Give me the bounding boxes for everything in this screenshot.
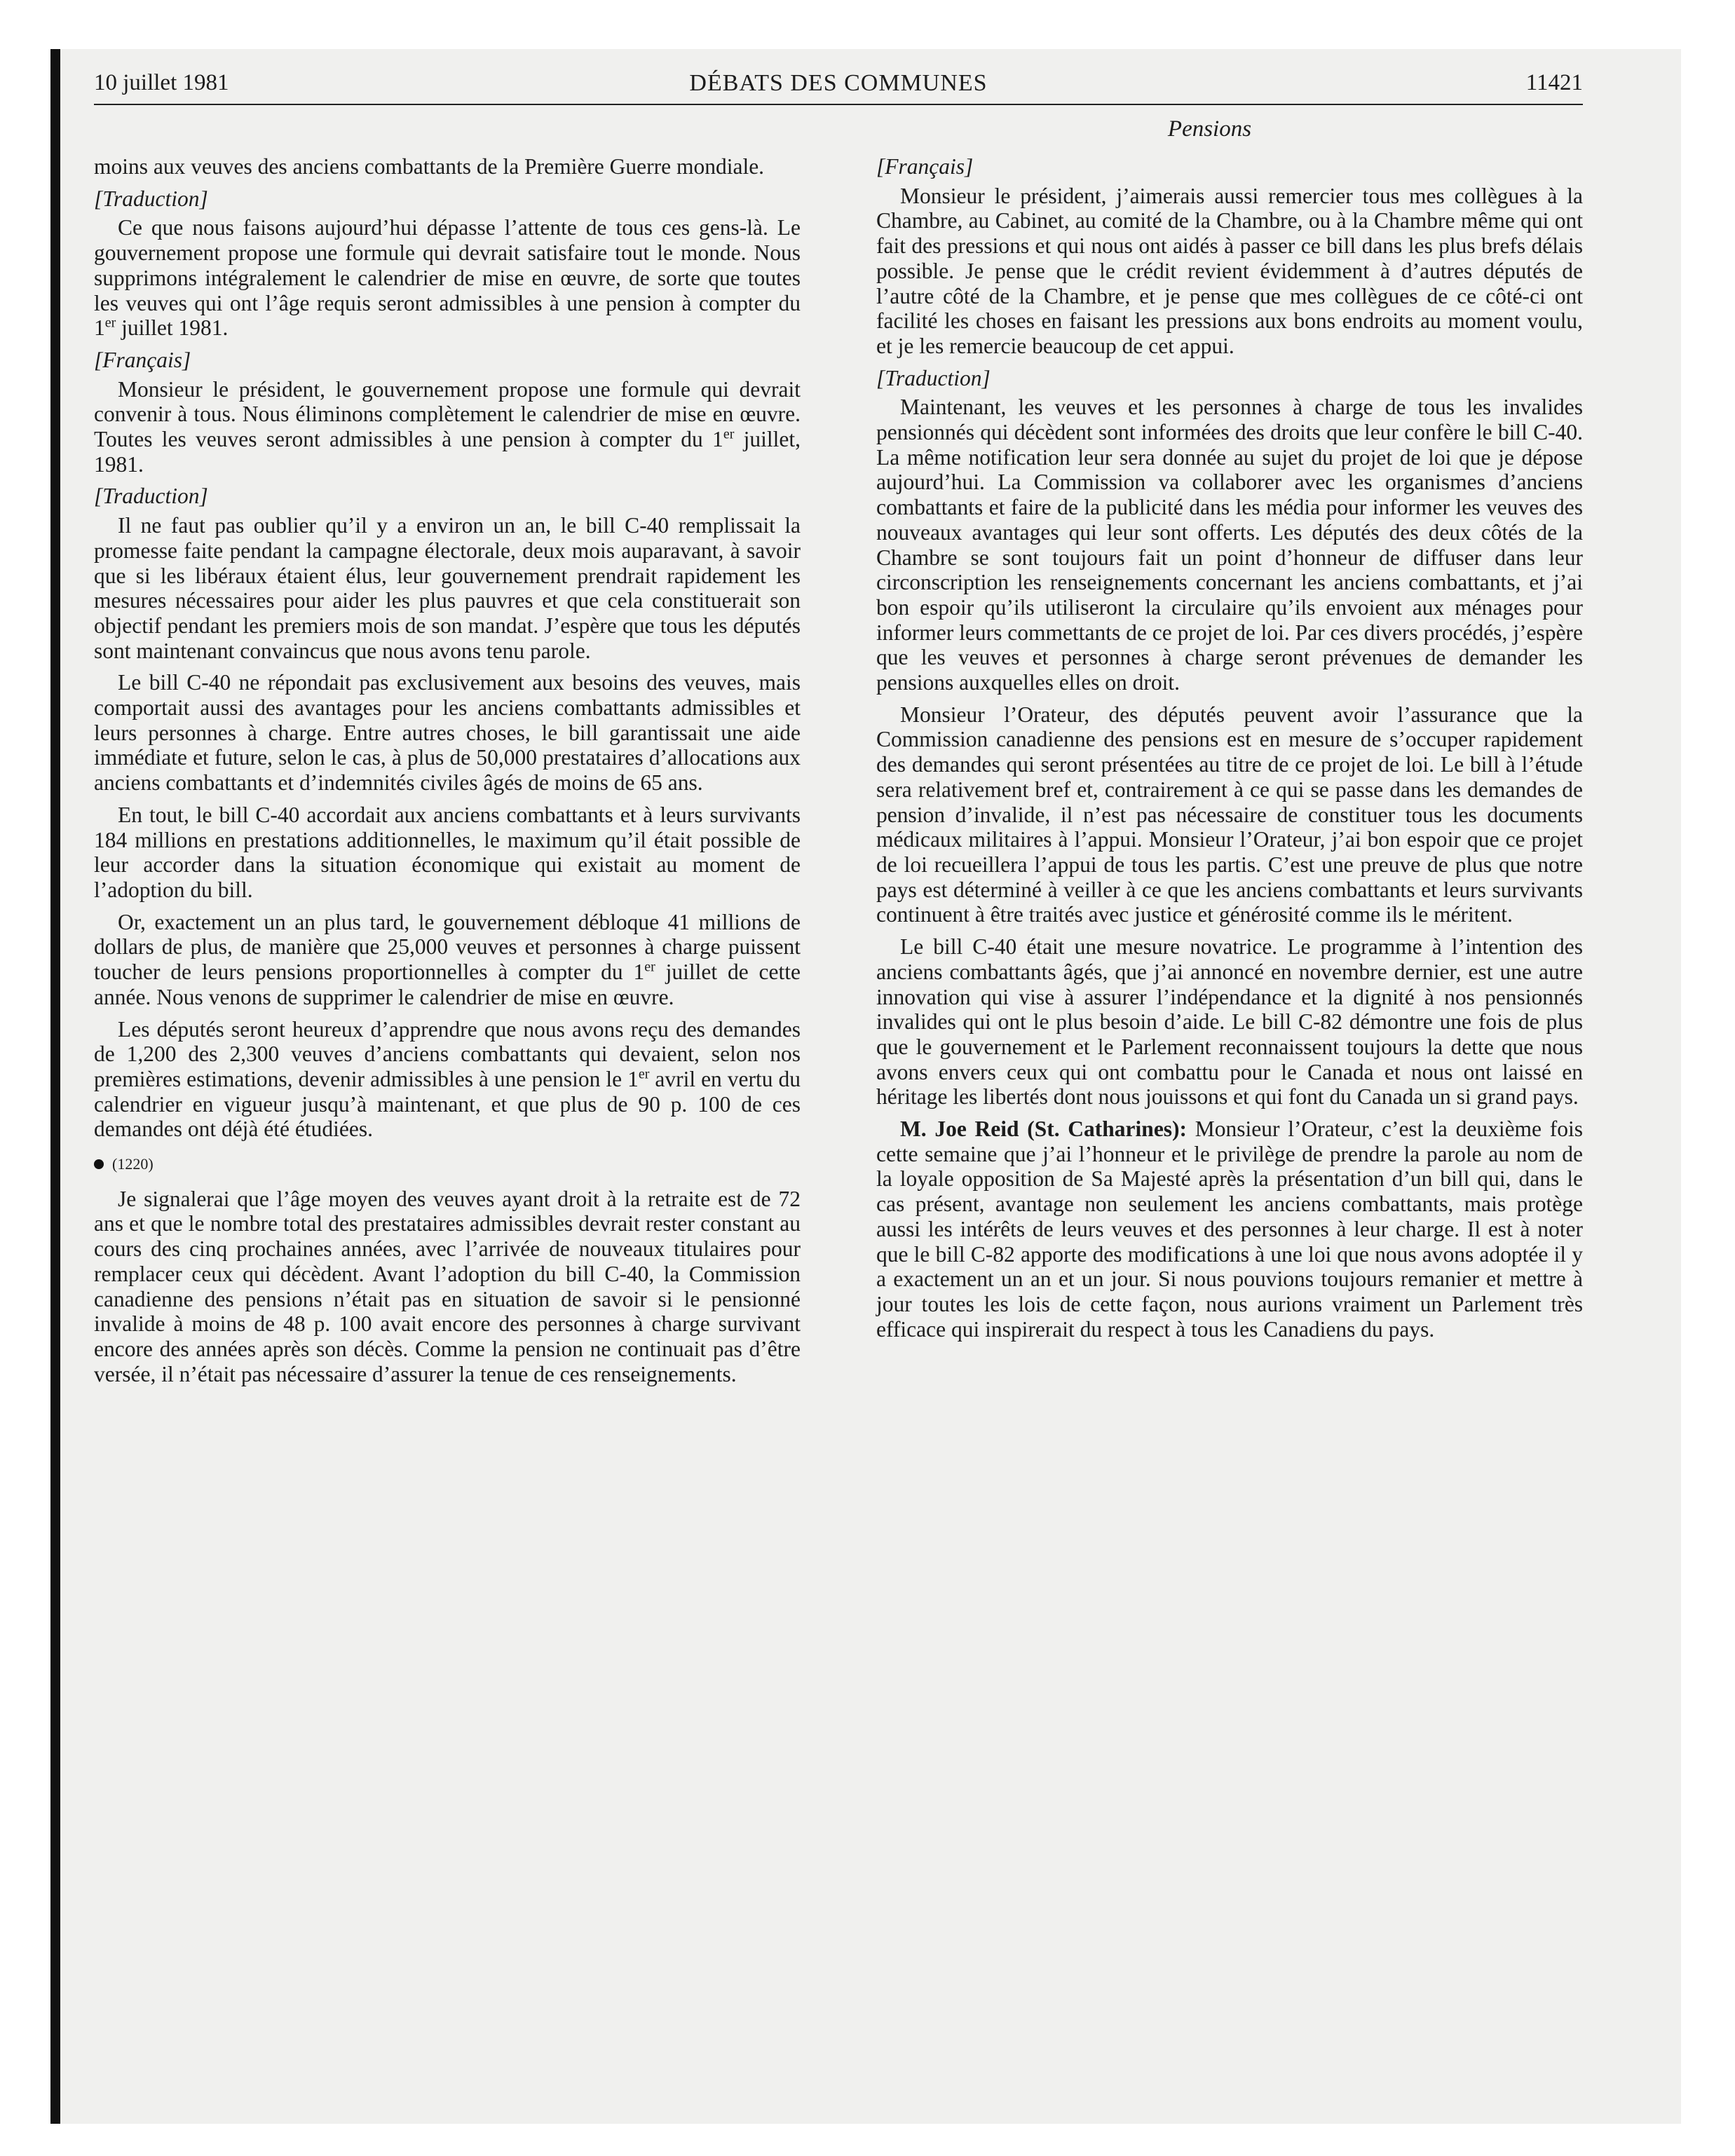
- paragraph: Monsieur le président, j’aimerais aussi remercier tous mes collègues à la Chambre, au Cabinet, au comité de la Chambre, ou à la Chambre même qui ont fait des pressions et qui nous ont aidés à passer ce bill dans les plus brefs délais possible. Je pense que le crédit revient évidemment à d’autres députés de l’autre côté de la Chambre, et je pense que mes collègues de ce côté-ci ont facilité les choses en faisant les pressions aux bons endroits au moment voulu, et je les remercie beaucoup de cet appui.: [876, 183, 1583, 358]
- subject-heading: Pensions: [1167, 116, 1252, 142]
- header-title: DÉBATS DES COMMUNES: [689, 70, 988, 96]
- paragraph: moins aux veuves des anciens combattants de la Première Guerre mondiale.: [94, 154, 765, 179]
- language-tag: [Traduction]: [94, 484, 208, 509]
- paragraph: Monsieur le président, le gouvernement propose une formule qui devrait convenir à tous. Nous éliminons complètement le calendrier de mise en œuvre. Toutes les veuves seront admissibles à une pension à compter du 1er juillet, 1981.: [94, 376, 801, 477]
- language-tag: [Traduction]: [876, 365, 991, 390]
- paragraph: Il ne faut pas oublier qu’il y a environ un an, le bill C-40 remplissait la promesse faite pendant la campagne électorale, deux mois auparavant, à savoir que si les libéraux étaient élus, leur gouvernement prendrait rapidement les mesures nécessaires pour aider les plus pauvres et que cela constituerait son objectif pendant les premiers mois de son mandat. J’espère que tous les députés sont maintenant convaincus que nous avons tenu parole.: [94, 513, 801, 663]
- paragraph: M. Joe Reid (St. Catharines): Monsieur l’Orateur, c’est la deuxième fois cette semaine que j’ai l’honneur et le privilège de prendre la parole au nom de la loyale opposition de Sa Majesté après la présentation d’un bill qui, dans le cas présent, avantage non seulement les anciens combattants, mais protège aussi les intérêts de leurs veuves et des personnes à leur charge. Il est à noter que le bill C-82 apporte des modifications à une loi que nous avons adoptée il y a exactement un an et un jour. Si nous pouvions toujours remanier et mettre à jour toutes les lois de cette façon, nous aurions vraiment un Parlement très efficace qui inspirerait du respect à tous les Canadiens du pays.: [876, 1117, 1583, 1342]
- language-tag: [Français]: [94, 347, 191, 372]
- time-stamp: [94, 1152, 801, 1177]
- header-page-number: 11421: [1525, 70, 1583, 95]
- paragraph: Ce que nous faisons aujourd’hui dépasse l’attente de tous ces gens-là. Le gouvernement propose une formule qui devrait satisfaire tout le monde. Nous supprimons intégralement le calendrier de mise en œuvre, de sorte que toutes les veuves qui ont l’âge requis seront admissibles à une pension à compter du 1er juillet 1981.: [94, 215, 801, 341]
- paragraph: Le bill C-40 ne répondait pas exclusivement aux besoins des veuves, mais comportait aussi des avantages pour les anciens combattants admissibles et leurs personnes à charge. Entre autres choses, le bill garantissait une aide immédiate et future, selon le cas, à plus de 50,000 prestataires d’allocations aux anciens combattants et d’indemnités civiles âgés de moins de 65 ans.: [94, 670, 801, 796]
- time-stamp-label: (1220): [112, 1155, 154, 1173]
- paragraph: Or, exactement un an plus tard, le gouvernement débloque 41 millions de dollars de plus, de manière que 25,000 veuves et personnes à charge puissent toucher de leurs pensions proportionnelles à compter du 1er juillet de cette année. Nous venons de supprimer le calendrier de mise en œuvre.: [94, 909, 801, 1009]
- header-date: 10 juillet 1981: [94, 70, 229, 95]
- paragraph: Maintenant, les veuves et les personnes à charge de tous les invalides pensionnés qui décèdent sont informées des droits que leur confère le bill C-40. La même notification leur sera donnée au sujet du projet de loi que je dépose aujourd’hui. La Commission va collaborer avec les organismes d’anciens combattants et faire de la publicité dans les média pour informer les veuves des nouveaux avantages qui leur sont offerts. Les députés des deux côtés de la Chambre se sont toujours fait un point d’honneur de diffuser dans leur circonscription les renseignements concernant les anciens combattants, et j’ai bon espoir qu’ils utiliseront la circulaire qu’ils envoient aux ménages pour informer leurs commettants de ce projet de loi. Par ces divers procédés, j’espère que les veuves et personnes à charge seront prévenues de demander les pensions auxquelles elles on droit.: [876, 395, 1583, 695]
- speaker-name: M. Joe Reid (St. Catharines):: [900, 1117, 1188, 1142]
- language-tag: [Français]: [876, 154, 974, 179]
- right-column: [876, 154, 1583, 1349]
- paragraph: Monsieur l’Orateur, des députés peuvent avoir l’assurance que la Commission canadienne des pensions est en mesure de s’occuper rapidement des demandes qui seront présentées au titre de ce projet de loi. Le bill à l’étude sera relativement bref et, contrairement à ce qui se passe dans les demandes de pension d’invalide, il n’est pas nécessaire de constituer tous les documents médicaux militaires à l’appui. Monsieur l’Orateur, j’ai bon espoir que ce projet de loi recueillera l’appui de tous les partis. C’est une preuve de plus que notre pays est déterminé à veiller à ce que les anciens combattants et leurs survivants continuent à être traités avec justice et générosité comme ils le méritent.: [876, 702, 1583, 927]
- bullet-icon: [94, 1159, 104, 1169]
- left-column: [94, 154, 801, 1393]
- paragraph: En tout, le bill C-40 accordait aux anciens combattants et à leurs survivants 184 millions en prestations additionnelles, le maximum qu’il était possible de leur accorder dans la situation économique qui existait au moment de l’adoption du bill.: [94, 802, 801, 902]
- paragraph: Je signalerai que l’âge moyen des veuves ayant droit à la retraite est de 72 ans et que le nombre total des prestataires admissibles devrait rester constant au cours des cinq prochaines années, avec l’arrivée de nouveaux titulaires pour remplacer ceux qui décèdent. Avant l’adoption du bill C-40, la Commission canadienne des pensions n’était pas en situation de savoir si le pensionné invalide à moins de 48 p. 100 avait encore des personnes à charge survivant encore des années après son décès. Comme la pension ne continuait pas d’être versée, il n’était pas nécessaire d’assurer la tenue de ces renseignements.: [94, 1186, 801, 1386]
- paragraph: Le bill C-40 était une mesure novatrice. Le programme à l’intention des anciens combattants âgés, que j’ai annoncé en novembre dernier, est une autre innovation qui vise à assurer l’indépendance et la dignité à nos pensionnés invalides qui ont le plus besoin d’aide. Le bill C-82 démontre une fois de plus que le gouvernement et le Parlement reconnaissent toujours la dette que nous avons envers ceux qui ont combattu pour le Canada et nous ont laissé en héritage les libertés dont nous jouissons et qui font du Canada un si grand pays.: [876, 934, 1583, 1110]
- language-tag: [Traduction]: [94, 186, 208, 211]
- scan-left-edge: [50, 49, 60, 2124]
- header-rule: [94, 104, 1583, 105]
- paragraph: Les députés seront heureux d’apprendre que nous avons reçu des demandes de 1,200 des 2,300 veuves d’anciens combattants qui devaient, selon nos premières estimations, devenir admissibles à une pension le 1er avril en vertu du calendrier en vigueur jusqu’à maintenant, et que plus de 90 p. 100 de ces demandes ont déjà été étudiées.: [94, 1016, 801, 1142]
